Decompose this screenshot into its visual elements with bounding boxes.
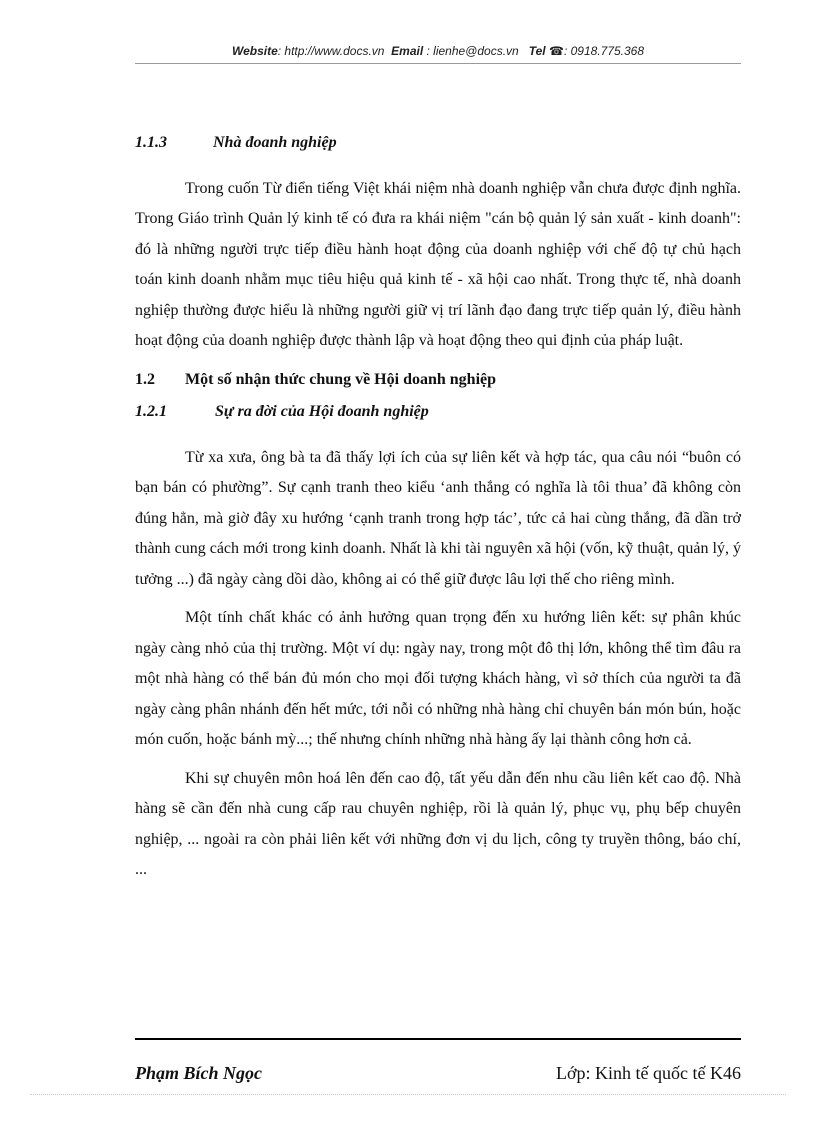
section-heading-1-1-3 [135, 128, 741, 159]
tel-label: Tel [528, 44, 546, 58]
page-footer [135, 1063, 741, 1084]
website-label: Website [231, 44, 278, 58]
paragraph-1: Trong cuốn Từ điển tiếng Việt khái niệm nhà doanh nghiệp vẫn chưa được định nghĩa. Trong Giáo trình Quản lý kinh tế có đưa ra khái niệm "cán bộ quản lý sản xuất - kinh doanh": đó là những người trực tiếp điều hành hoạt động của doanh nghiệp với chế độ tự chủ hạch toán kinh doanh nhằm mục tiêu hiệu quả kinh tế - xã hội cao nhất. Trong thực tế, nhà doanh nghiệp thường được hiểu là những người giữ vị trí lãnh đạo đang trực tiếp quản lý, điều hành hoạt động của doanh nghiệp được thành lập và hoạt động theo qui định của pháp luật. [135, 179, 741, 349]
section-title: Sự ra đời của Hội đoanh nghiệp [215, 403, 429, 420]
paragraph-3: Một tính chất khác có ảnh hưởng quan trọng đến xu hướng liên kết: sự phân khúc ngày càng nhỏ của thị trường. Một ví dụ: ngày nay, trong một đô thị lớn, không thể tìm đâu ra một nhà hàng có thể bán đủ món cho mọi đối tượng khách hàng, vì sở thích của người ta đã ngày càng phân nhánh đến hết mức, tới nỗi có những nhà hàng chỉ chuyên bán món bún, hoặc món cuốn, hoặc bánh mỳ...; thế nhưng chính những nhà hàng ấy lại thành công hơn cả. [135, 609, 741, 748]
header-divider [135, 63, 741, 64]
document-body [135, 128, 741, 894]
footer-author: Phạm Bích Ngọc [135, 1063, 263, 1083]
page-bottom-border [30, 1094, 786, 1095]
phone-icon: ☎ [549, 44, 564, 58]
footer-class: Lớp: Kinh tế quốc tế K46 [556, 1063, 741, 1083]
website-url[interactable]: : http://www.docs.vn [277, 44, 385, 58]
section-heading-1-2 [135, 365, 741, 396]
tel-number: : 0918.775.368 [563, 44, 645, 58]
section-number: 1.1.3 [135, 134, 167, 151]
email-label: Email [391, 44, 424, 58]
section-title: Một số nhận thức chung về Hội doanh nghiệp [185, 370, 497, 388]
paragraph-4: Khi sự chuyên môn hoá lên đến cao độ, tất yếu dẫn đến nhu cầu liên kết cao độ. Nhà hàng sẽ cần đến nhà cung cấp rau chuyên nghiệp, rồi là quản lý, phục vụ, phụ bếp chuyên nghiệp, ... ngoài ra còn phải liên kết với những đơn vị du lịch, công ty truyền thông, báo chí, ... [135, 769, 741, 878]
section-title: Nhà đoanh nghiệp [213, 134, 337, 151]
section-number: 1.2.1 [135, 403, 167, 420]
footer-divider [135, 1038, 741, 1040]
paragraph-2: Từ xa xưa, ông bà ta đã thấy lợi ích của sự liên kết và hợp tác, qua câu nói “buôn có bạn bán có phường”. Sự cạnh tranh theo kiểu ‘anh thắng có nghĩa là tôi thua’ đã không còn đúng hẳn, mà giờ đây xu hướng ‘cạnh tranh trong hợp tác’, tức cả hai cùng thắng, đã dần trở thành cung cách mới trong kinh doanh. Nhất là khi tài nguyên xã hội (vốn, kỹ thuật, quản lý, ý tưởng ...) đã ngày càng dồi dào, không ai có thể giữ được lâu lợi thế cho riêng mình. [135, 448, 741, 588]
section-heading-1-2-1 [135, 397, 741, 428]
email-address[interactable]: : lienhe@docs.vn [423, 44, 519, 58]
section-number: 1.2 [135, 370, 155, 388]
page-header [135, 44, 741, 58]
